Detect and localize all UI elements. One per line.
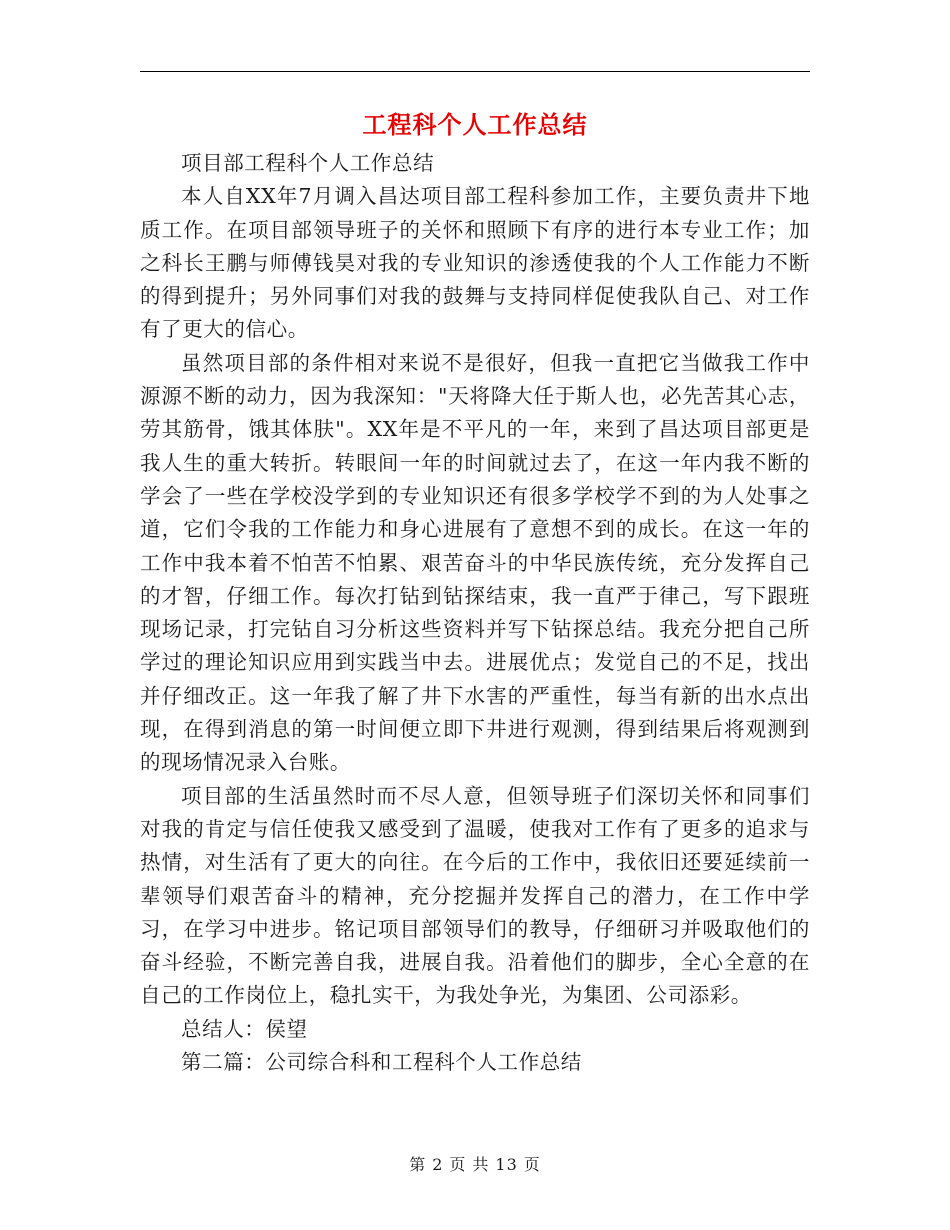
- document-body: [140, 147, 810, 1079]
- paragraph-2: 虽然项目部的条件相对来说不是很好，但我一直把它当做我工作中源源不断的动力，因为我深知："天将降大任于斯人也，必先苦其心志，劳其筋骨，饿其体肤"。XX年是不平凡的一年，来到了昌达项目部更是我人生的重大转折。转眼间一年的时间就过去了，在这一年内我不断的学会了一些在学校没学到的专业知识还有很多学校学不到的为人处事之道，它们令我的工作能力和身心进展有了意想不到的成长。在这一年的工作中我本着不怕苦不怕累、艰苦奋斗的中华民族传统，充分发挥自己的才智，仔细工作。每次打钻到钻探结束，我一直严于律己，写下跟班现场记录，打完钻自习分析这些资料并写下钻探总结。我充分把自己所学过的理论知识应用到实践当中去。进展优点；发觉自己的不足，找出并仔细改正。这一年我了解了井下水害的严重性，每当有新的出水点出现，在得到消息的第一时间便立即下井进行观测，得到结果后将观测到的现场情况录入台账。: [140, 350, 810, 775]
- next-section-heading: 第二篇：公司综合科和工程科个人工作总结: [181, 1050, 582, 1075]
- footer-suffix: 页: [523, 1155, 541, 1174]
- footer-prefix: 第: [409, 1155, 427, 1174]
- paragraph-1: 本人自XX年7月调入昌达项目部工程科参加工作，主要负责井下地质工作。在项目部领导班子的关怀和照顾下有序的进行本专业工作；加之科长王鹏与师傅钱昊对我的专业知识的渗透使我的个人工作能力不断的得到提升；另外同事们对我的鼓舞与支持同样促使我队自己、对工作有了更大的信心。: [140, 184, 810, 342]
- footer-total-word: 共: [472, 1155, 490, 1174]
- page-footer: [0, 1154, 950, 1176]
- footer-total-pages: 13: [495, 1155, 518, 1174]
- signature-line: 总结人：侯望: [181, 1016, 308, 1041]
- paragraph-3: 项目部的生活虽然时而不尽人意，但领导班子们深切关怀和同事们对我的肯定与信任使我又感受到了温暖，使我对工作有了更多的追求与热情，对生活有了更大的向往。在今后的工作中，我依旧还要延续前一辈领导们艰苦奋斗的精神，充分挖掘并发挥自己的潜力，在工作中学习，在学习中进步。铭记项目部领导们的教导，仔细研习并吸取他们的奋斗经验，不断完善自我，进展自我。沿着他们的脚步，全心全意的在自己的工作岗位上，稳扎实干，为我处争光，为集团、公司添彩。: [140, 783, 810, 1008]
- paragraph-subtitle: 项目部工程科个人工作总结: [181, 151, 435, 175]
- footer-current-page: 2: [432, 1155, 444, 1174]
- document-title: 工程科个人工作总结: [362, 110, 588, 139]
- footer-page-word: 页: [449, 1155, 467, 1174]
- header-rule: [140, 71, 810, 72]
